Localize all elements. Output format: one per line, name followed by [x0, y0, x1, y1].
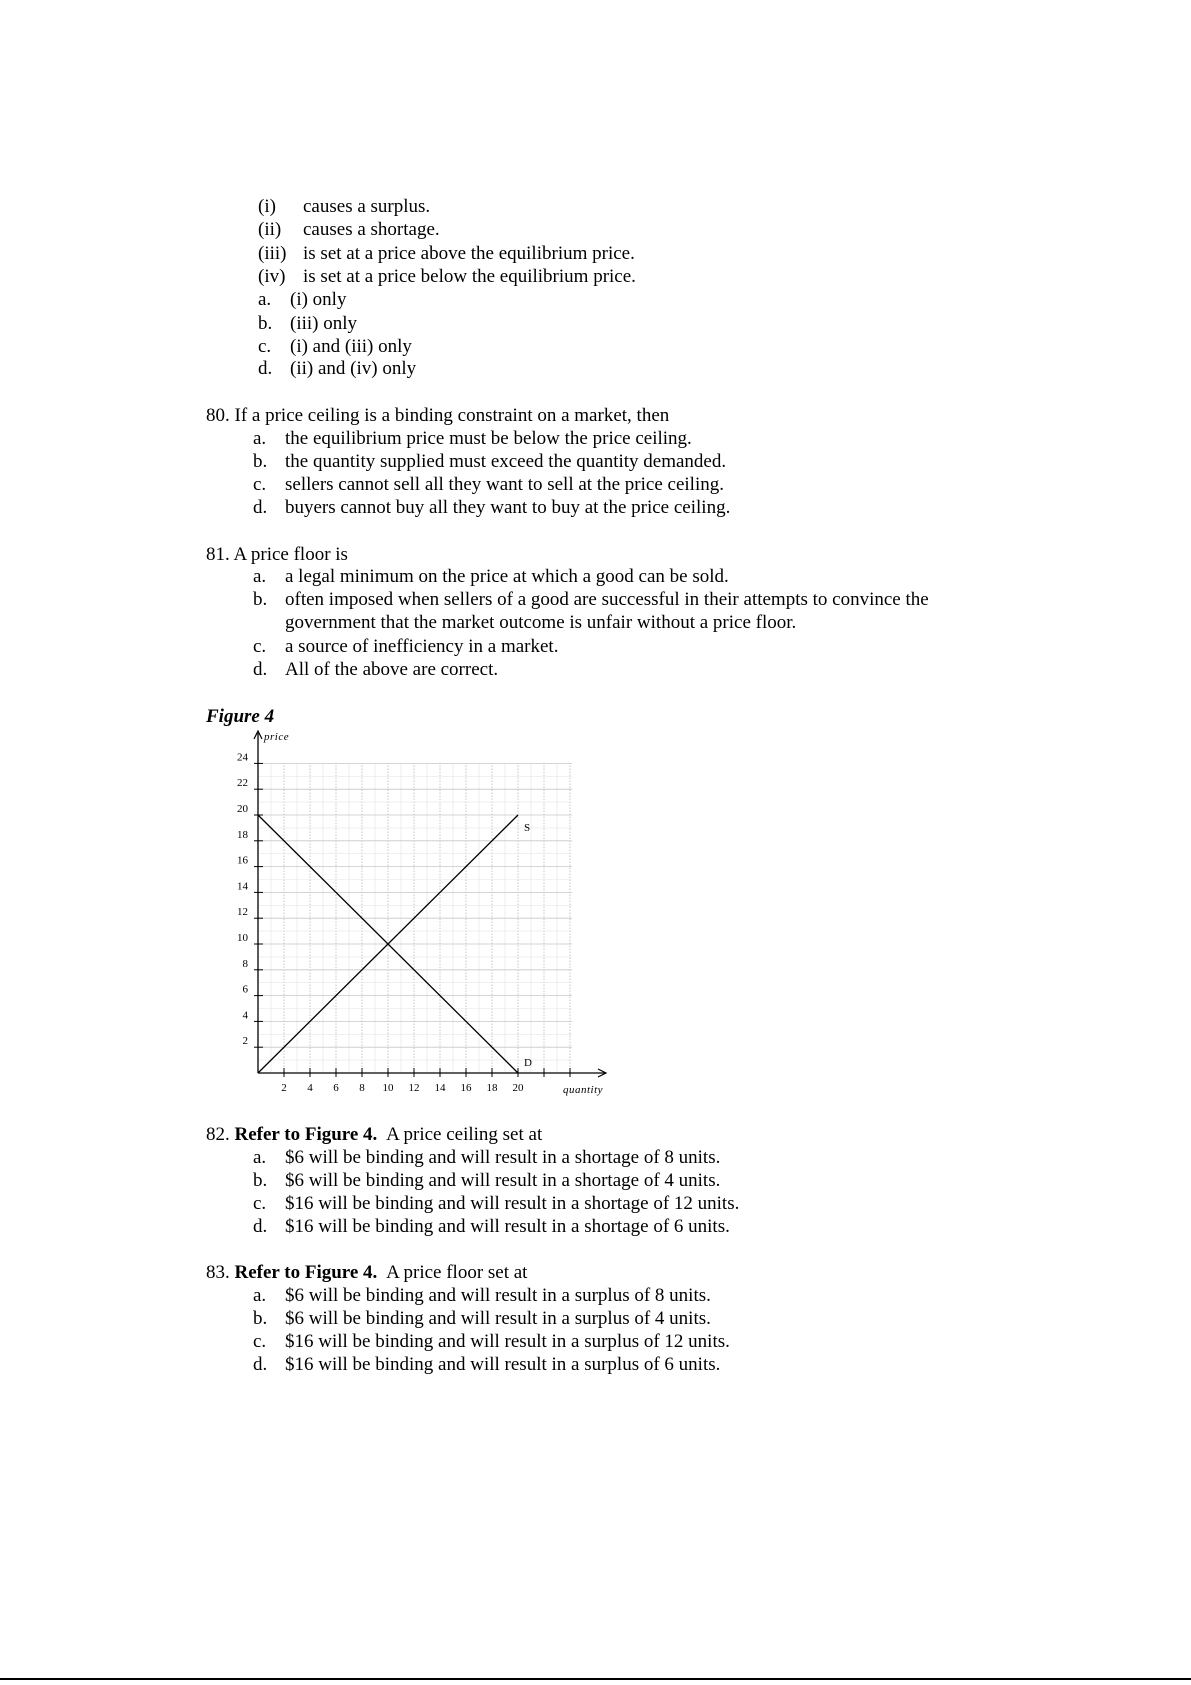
- option-text: $16 will be binding and will result in a shortage of 12 units.: [285, 1193, 740, 1214]
- option-letter: d.: [258, 358, 273, 379]
- option-letter: a.: [253, 566, 267, 587]
- question-stem: [206, 1124, 542, 1146]
- option-text: sellers cannot sell all they want to sell at the price ceiling.: [285, 474, 724, 495]
- option-letter: a.: [258, 289, 272, 310]
- option-text: $6 will be binding and will result in a shortage of 8 units.: [285, 1147, 721, 1168]
- y-tick-label: 6: [242, 983, 248, 996]
- option-letter: c.: [258, 336, 272, 357]
- statement-number: (iv): [258, 266, 286, 287]
- option-letter: d.: [253, 1216, 268, 1237]
- statement-number: (i): [258, 196, 276, 217]
- y-axis-title: price: [264, 731, 290, 743]
- option-letter: b.: [253, 1308, 268, 1329]
- x-tick-label: 4: [307, 1082, 313, 1094]
- y-tick-label: 24: [237, 751, 248, 764]
- x-tick-label: 2: [281, 1082, 287, 1094]
- statement-text: causes a surplus.: [303, 196, 431, 217]
- y-tick-label: 14: [237, 880, 248, 893]
- y-tick-label: 20: [237, 803, 248, 815]
- figure-title: Figure 4: [206, 706, 275, 727]
- option-letter: b.: [253, 589, 268, 610]
- y-tick-label: 4: [242, 1009, 248, 1022]
- option-text: (iii) only: [290, 313, 358, 334]
- question-stem: 80. If a price ceiling is a binding constraint on a market, then: [206, 405, 670, 426]
- option-text: (ii) and (iv) only: [290, 358, 417, 379]
- supply-curve-label: S: [524, 822, 531, 834]
- y-tick-label: 12: [237, 906, 248, 919]
- option-letter: c.: [253, 636, 267, 657]
- option-letter: b.: [258, 313, 273, 334]
- option-text: the quantity supplied must exceed the quantity demanded.: [285, 451, 727, 472]
- option-letter: b.: [253, 1170, 268, 1191]
- option-text-continued: government that the market outcome is unfair without a price floor.: [285, 612, 797, 633]
- supply-demand-chart: [200, 728, 620, 1098]
- option-text: a source of inefficiency in a market.: [285, 636, 559, 657]
- option-text: $16 will be binding and will result in a surplus of 6 units.: [285, 1354, 721, 1375]
- option-text: the equilibrium price must be below the price ceiling.: [285, 428, 692, 449]
- option-letter: a.: [253, 428, 267, 449]
- y-tick-label: 10: [237, 932, 248, 944]
- statement-text: is set at a price below the equilibrium price.: [303, 266, 636, 287]
- option-text: $6 will be binding and will result in a surplus of 4 units.: [285, 1308, 711, 1329]
- y-tick-label: 18: [237, 828, 248, 841]
- option-text: $6 will be binding and will result in a surplus of 8 units.: [285, 1285, 711, 1306]
- x-tick-label: 18: [486, 1082, 498, 1094]
- x-tick-label: 20: [512, 1082, 524, 1094]
- y-tick-label: 2: [242, 1035, 248, 1048]
- option-text: $16 will be binding and will result in a shortage of 6 units.: [285, 1216, 730, 1237]
- page-bottom-rule: [0, 1678, 1191, 1680]
- question-number: 82.: [206, 1124, 230, 1145]
- demand-curve-label: D: [524, 1057, 532, 1069]
- chart-labels: [237, 731, 603, 1096]
- option-text: All of the above are correct.: [285, 659, 499, 680]
- option-letter: a.: [253, 1147, 267, 1168]
- option-letter: c.: [253, 474, 267, 495]
- y-tick-label: 16: [237, 854, 248, 867]
- statement-number: (iii): [258, 243, 287, 264]
- option-letter: d.: [253, 659, 268, 680]
- figure-reference: Refer to Figure 4.: [234, 1262, 378, 1283]
- question-stem: 81. A price floor is: [206, 544, 348, 565]
- x-tick-label: 14: [434, 1082, 446, 1094]
- question-stem-text: A price ceiling set at: [386, 1124, 543, 1145]
- x-tick-label: 12: [408, 1082, 420, 1094]
- x-tick-label: 6: [333, 1082, 339, 1094]
- option-text: often imposed when sellers of a good are successful in their attempts to convince the: [285, 589, 929, 610]
- statement-text: is set at a price above the equilibrium price.: [303, 243, 635, 264]
- question-stem: [206, 1262, 527, 1284]
- option-text: buyers cannot buy all they want to buy at the price ceiling.: [285, 497, 731, 518]
- option-text: $16 will be binding and will result in a surplus of 12 units.: [285, 1331, 730, 1352]
- option-text: $6 will be binding and will result in a shortage of 4 units.: [285, 1170, 721, 1191]
- option-letter: c.: [253, 1193, 267, 1214]
- statement-number: (ii): [258, 219, 282, 240]
- x-tick-label: 16: [460, 1082, 472, 1094]
- question-stem-text: A price floor set at: [386, 1262, 528, 1283]
- x-axis-title: quantity: [563, 1084, 604, 1096]
- option-text: (i) only: [290, 289, 347, 310]
- statement-row: [258, 196, 276, 218]
- option-letter: d.: [253, 497, 268, 518]
- figure-reference: Refer to Figure 4.: [234, 1124, 378, 1145]
- option-text: (i) and (iii) only: [290, 336, 412, 357]
- question-number: 83.: [206, 1262, 230, 1283]
- x-tick-label: 8: [359, 1082, 365, 1094]
- option-text: a legal minimum on the price at which a good can be sold.: [285, 566, 729, 587]
- y-tick-label: 8: [242, 957, 248, 970]
- option-letter: c.: [253, 1331, 267, 1352]
- option-letter: b.: [253, 451, 268, 472]
- option-letter: d.: [253, 1354, 268, 1375]
- x-tick-label: 10: [382, 1082, 394, 1094]
- y-tick-label: 22: [237, 777, 248, 790]
- option-letter: a.: [253, 1285, 267, 1306]
- statement-text: causes a shortage.: [303, 219, 440, 240]
